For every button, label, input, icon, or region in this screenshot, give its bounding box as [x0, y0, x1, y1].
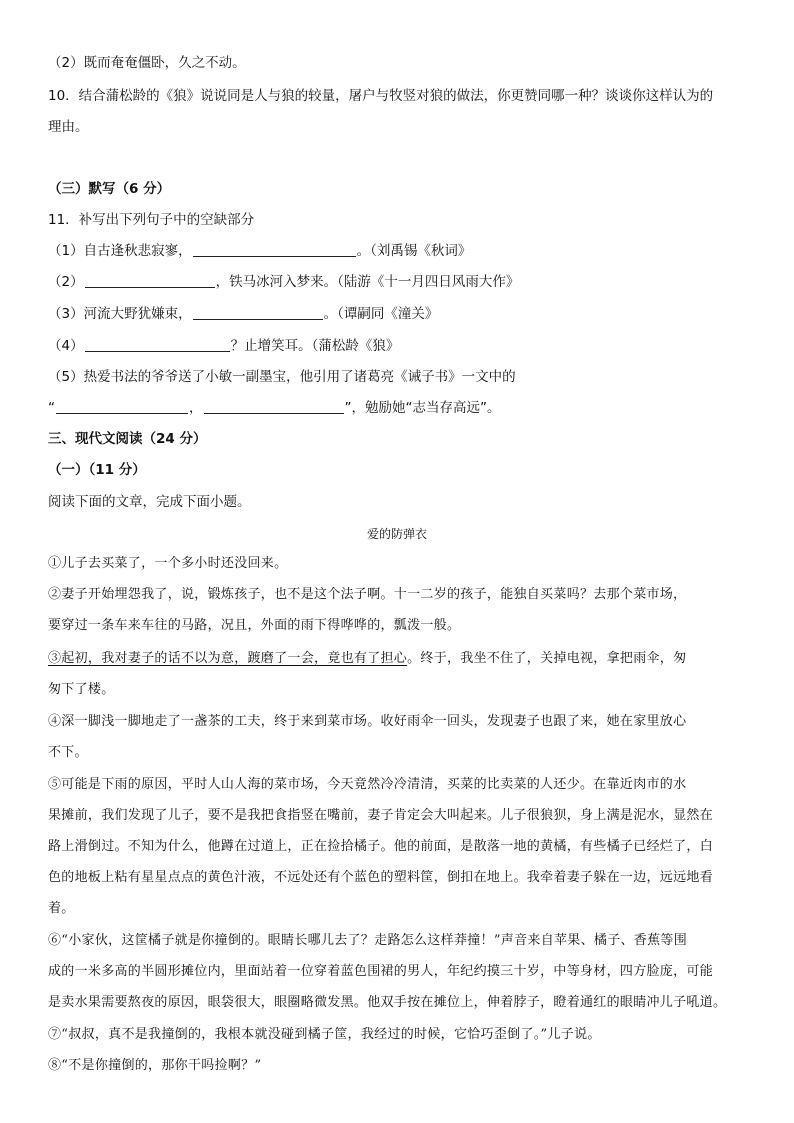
q11-item1-pre: （1）自古逢秋悲寂寥， [48, 243, 192, 259]
modern-reading-subheading: （一）（11 分） [48, 462, 146, 478]
q11-item4-pre: （4） [48, 338, 84, 354]
modern-reading-heading: 三、现代文阅读（24 分） [48, 431, 207, 447]
open-quote: “ [48, 400, 55, 416]
article-paragraph-3-line2: 匆下了楼。 [48, 682, 115, 697]
comma: ， [189, 400, 203, 416]
q11-item2-post: ，铁马冰河入梦来。（陆游《十一月四日风雨大作》 [215, 274, 520, 290]
q11-item3-post: 。（谭嗣同《潼关》 [323, 306, 439, 322]
q11-item3-pre: （3）河流大野犹嫌束， [48, 306, 192, 322]
answer-blank[interactable] [85, 273, 215, 288]
article-paragraph-6-line1: ⑥“小家伙，这筐橘子就是你撞倒的。眼睛长哪儿去了？走路怎么这样莽撞！”声音来自苹果、橘子、香蕉等围 [48, 933, 687, 948]
q11-item2 [48, 273, 758, 291]
article-paragraph-3-line1 [48, 650, 758, 668]
answer-blank[interactable] [193, 305, 323, 320]
article-paragraph-1: ①儿子去买菜了，一个多小时还没回来。 [48, 556, 288, 571]
q11-item2-pre: （2） [48, 274, 84, 290]
article-paragraph-5-line2: 果摊前，我们发现了儿子，要不是我把食指竖在嘴前，妻子肯定会大叫起来。儿子很狼狈，身上满是泥水，显然在 [48, 808, 714, 823]
q11-title: 11．补写出下列句子中的空缺部分 [48, 212, 255, 228]
article-paragraph-5-line4: 色的地板上粘有星星点点的黄色汁液，不远处还有个蓝色的塑料筐，倒扣在地上。我牵着妻子躲在一边，远远地看 [48, 870, 714, 885]
answer-blank[interactable] [204, 399, 344, 414]
article-paragraph-8: ⑧“不是你撞倒的，那你干吗捡啊？” [48, 1058, 262, 1073]
q11-item1-post: 。（刘禹锡《秋词》 [356, 243, 472, 259]
q11-item4-post: ？止增笑耳。（蒲松龄《狼》 [230, 338, 400, 354]
answer-blank[interactable] [56, 399, 188, 414]
article-paragraph-5-line1: ⑤可能是下雨的原因，平时人山人海的菜市场，今天竟然冷冷清清，买菜的比卖菜的人还少。在靠近肉市的水 [48, 777, 687, 792]
article-paragraph-6-line2: 成的一米多高的半圆形摊位内，里面站着一位穿着蓝色围裙的男人，年纪约摸三十岁，中等身材，四方脸庞，可能 [48, 964, 714, 979]
article-title: 爱的防弹衣 [366, 527, 427, 541]
q11-item3 [48, 305, 758, 323]
article-paragraph-6-line3: 是卖水果需要熬夜的原因，眼袋很大，眼圈略微发黑。他双手按在摊位上，伸着脖子，瞪着通红的眼睛冲儿子吼道。 [48, 995, 727, 1010]
article-paragraph-4-line2: 不下。 [48, 745, 88, 760]
article-paragraph-5-line3: 路上滑倒过。不知为什么，他蹲在过道上，正在捡拾橘子。他的前面，是散落一地的黄橘，有些橘子已经烂了，白 [48, 839, 714, 854]
answer-blank[interactable] [85, 337, 230, 352]
paragraph-3-rest: 。终于，我坐不住了，关掉电视，拿把雨伞，匆 [407, 651, 687, 666]
article-paragraph-7: ⑦“叔叔，真不是我撞倒的，我根本就没碰到橘子筐，我经过的时候，它恰巧歪倒了。”儿子说。 [48, 1027, 601, 1042]
article-paragraph-2-line1: ②妻子开始埋怨我了，说，锻炼孩子，也不是这个法子啊。十一二岁的孩子，能独自买菜吗？去那个菜市场， [48, 587, 687, 602]
article-paragraph-4-line1: ④深一脚浅一脚地走了一盏茶的工夫，终于来到菜市场。收好雨伞一回头，发现妻子也跟了来，她在家里放心 [48, 714, 687, 729]
q10-line1: 10．结合蒲松龄的《狼》说说同是人与狼的较量，屠户与牧竖对狼的做法，你更赞同哪一种？谈谈你这样认为的 [48, 88, 714, 104]
q11-item5-line2 [48, 399, 758, 417]
q11-item4 [48, 337, 758, 355]
article-paragraph-2-line2: 要穿过一条车来车往的马路，况且，外面的雨下得哗哗的，瓢泼一般。 [48, 618, 461, 633]
article-paragraph-5-line5: 着。 [48, 901, 75, 916]
underlined-sentence: ③起初，我对妻子的话不以为意，踱磨了一会，竟也有了担心 [48, 651, 408, 666]
answer-blank[interactable] [193, 242, 356, 257]
reading-instruction: 阅读下面的文章，完成下面小题。 [48, 494, 251, 510]
q11-item5-line1: （5）热爱书法的爷爷送了小敏一副墨宝，他引用了诸葛亮《诫子书》一文中的 [48, 369, 516, 385]
q11-item1 [48, 242, 758, 260]
q9-item2: （2）既而奄奄僵卧，久之不动。 [48, 55, 246, 71]
dictation-heading: （三）默写（6 分） [48, 181, 171, 197]
q11-item5-post: ”，勉励她“志当存高远”。 [344, 400, 501, 416]
q10-line2: 理由。 [48, 119, 89, 135]
